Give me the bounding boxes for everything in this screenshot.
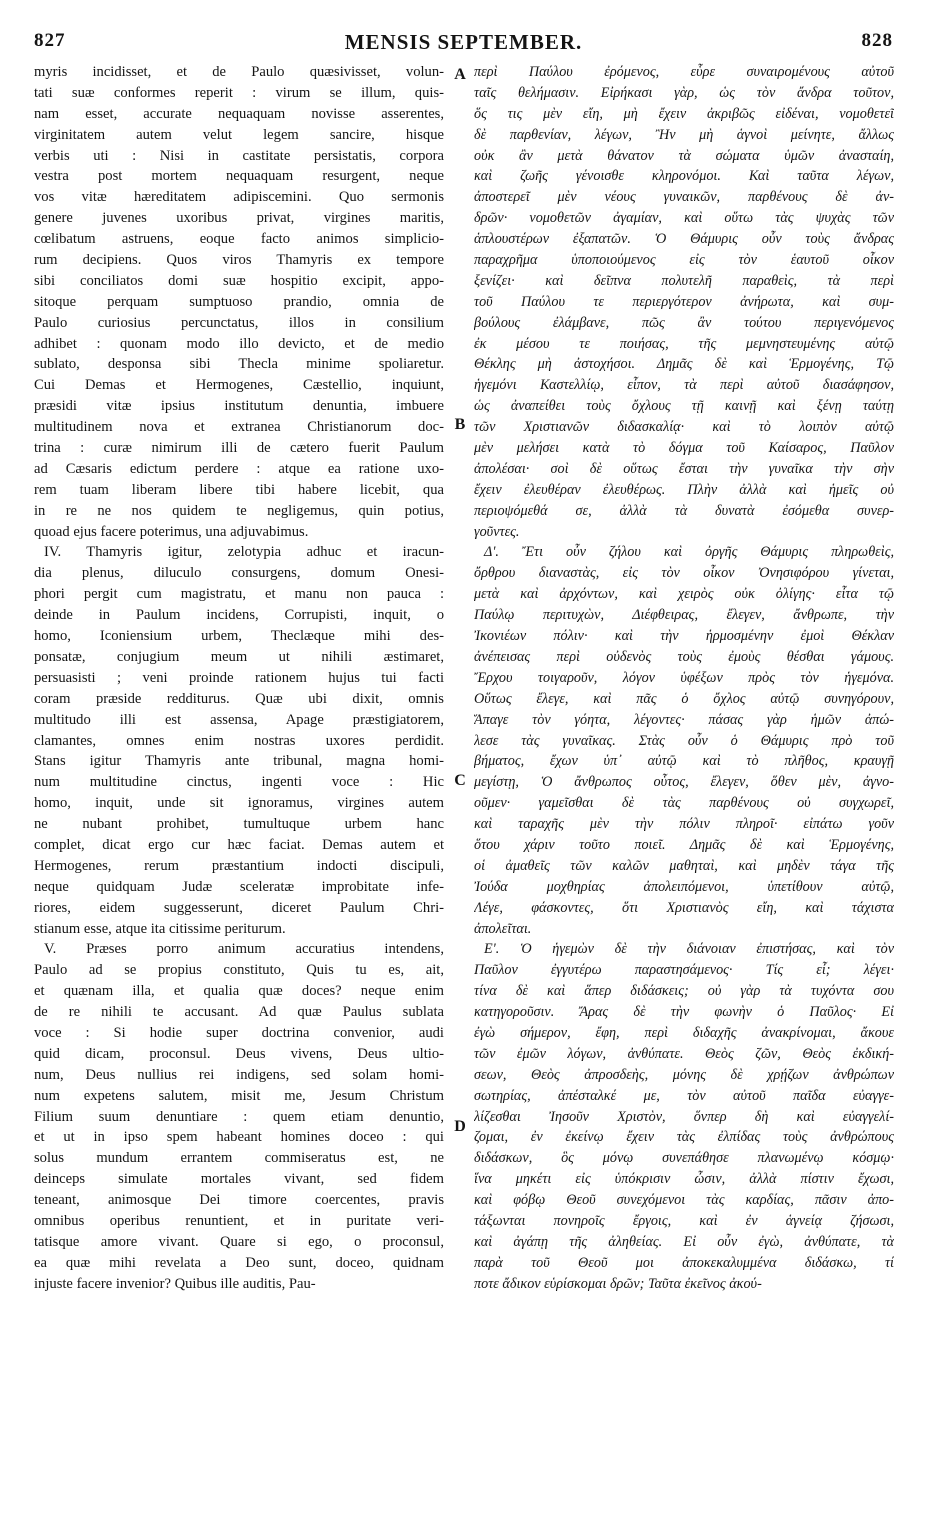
text-line: vos vitæ hæreditatem adipiscemini. Quo sermonis bbox=[34, 189, 444, 206]
text-line: Cui Demas et Hermogenes, Cæstellio, inquiunt, bbox=[34, 377, 444, 394]
text-line: coram præside redditurus. Quæ ubi dixit, omnis bbox=[34, 690, 444, 707]
text-line: Εʹ. Ὁ ἡγεμὼν δὲ τὴν διάνοιαν ἐπιστήσας, καὶ τὸν bbox=[484, 941, 894, 958]
text-line: sublato, desponsa sibi Thecla minime spoliaretur. bbox=[34, 356, 444, 373]
running-head bbox=[34, 30, 893, 56]
text-line: μὲν μελήσει κατὰ τὸ δόγμα τοῦ Καίσαρος, Παῦλον bbox=[474, 440, 894, 457]
text-line: ἵνα μηκέτι εἰς ὑπόκρισιν ὦσιν, ἀλλὰ πίστιν ἔχωσι, bbox=[474, 1171, 894, 1188]
text-line: injuste facere invenior? Quibus ille auditis, Pau- bbox=[34, 1275, 316, 1292]
text-line: V. Præses porro animum accuratius intendens, bbox=[44, 941, 444, 958]
text-line: βούλους ἐλάμβανε, πῶς ἂν τούτου περιγενόμενος bbox=[474, 314, 894, 331]
text-line: præsidi vitæ ipsius institutum denuntia, imbuere bbox=[34, 398, 444, 415]
text-line: multitudo illi est assensa, Apage præstigiatorem, bbox=[34, 711, 444, 728]
text-line: sitoque perquam sumptuoso prandio, omnia de bbox=[34, 293, 444, 310]
margin-marker-c: C bbox=[454, 772, 466, 789]
text-line: num, Deus nullius rei indigens, sed solam homi- bbox=[34, 1066, 444, 1083]
text-line: voce : Si hodie super doctrina convenior, audi bbox=[34, 1024, 444, 1041]
text-line: ἔχειν ἐλευθέραν ἐλευθέρως. Πλὴν ἀλλὰ καὶ ἡμεῖς οὐ bbox=[474, 481, 894, 498]
text-line: Θέκλης μὴ ἀστοχήσοι. Δημᾶς δὲ καὶ Ἑρμογένης, Τῷ bbox=[474, 356, 894, 373]
text-line: ad Cæsaris edictum perdere : atque ea ratione uxo- bbox=[34, 460, 444, 477]
text-line: teneant, animosque Dei timore coercentes, pravis bbox=[34, 1192, 444, 1209]
text-line: καὶ ζωῆς γένοισθε κληρονόμοι. Καὶ ταῦτα λέγων, bbox=[474, 168, 894, 185]
text-line: ξενίζει· καὶ δεῖπνα πολυτελῆ παραθεὶς, τὰ περὶ bbox=[474, 272, 894, 289]
text-line: IV. Thamyris igitur, zelotypia adhuc et iracun- bbox=[44, 544, 444, 561]
text-line: οῦμεν· γαμεῖσθαι δὲ τὰς παρθένους οὐ συγχωρεῖ, bbox=[474, 795, 894, 812]
text-line: ne nubant prohibet, tumultuque urbem hanc bbox=[34, 816, 444, 833]
text-line: deinceps simulate mortales vivant, sed fidem bbox=[34, 1171, 444, 1188]
text-line: riores, eidem suggesserunt, diceret Paulum Chri- bbox=[34, 899, 444, 916]
text-line: καὶ ταραχῆς μὲν τὴν πόλιν πληροῖ· εἰπάτω γοῦν bbox=[474, 816, 894, 833]
text-line: καὶ ἀγάπῃ τῆς ἀληθείας. Εἰ οὖν ἐγὼ, ἀνθύπατε, τὰ bbox=[474, 1233, 894, 1250]
text-line: vestra post mortem nequaquam resurgent, neque bbox=[34, 168, 444, 185]
text-line: dia plenus, diluculo consurgens, domum Onesi- bbox=[34, 565, 444, 582]
text-line: de re nihili te accusant. Ad quæ Paulus sublata bbox=[34, 1004, 444, 1021]
text-line: Παύλῳ περιτυχὼν, Διέφθειρας, ἔλεγεν, ἄνθρωπε, τὴν bbox=[474, 607, 894, 624]
text-line: trina : curæ nimirum illi de cætero fuerit Paulum bbox=[34, 440, 444, 457]
text-line: λεσε τὰς γυναῖκας. Στὰς οὖν ὁ Θάμυρις πρὸ τοῦ bbox=[474, 732, 894, 749]
text-line: genere juvenes uxoribus privat, virgines maritis, bbox=[34, 210, 444, 227]
text-line: homo, Iconiensium urbem, Theclæque mihi des- bbox=[34, 628, 444, 645]
text-line: Ἰκονιέων πόλιν· καὶ τὴν ἡρμοσμένην ἐμοὶ Θέκλαν bbox=[474, 628, 894, 645]
text-line: βήματος, ἔχων ὑπ᾽ αὐτῷ καὶ τὸ πλῆθος, κραυγῇ bbox=[474, 753, 894, 770]
page-title: MENSIS SEPTEMBER. bbox=[344, 30, 583, 54]
text-line: myris incidisset, et de Paulo quæsivisset, volun- bbox=[34, 64, 444, 80]
text-line: οἱ ἀμαθεῖς τῶν καλῶν μαθηταὶ, καὶ μηδὲν τάγα τῆς bbox=[474, 857, 894, 874]
text-line: et quænam illa, et qualia quæ doces? neque enim bbox=[34, 983, 444, 1000]
text-line: adhibet : quonam modo illo devicto, et de medio bbox=[34, 335, 444, 352]
text-line: λίζεσθαι Ἰησοῦν Χριστὸν, ὅνπερ δὴ καὶ εὐαγγελί- bbox=[474, 1108, 894, 1125]
text-line: γοῦντες. bbox=[474, 523, 520, 540]
text-line: num multitudine cinctus, ingenti voce : Hic bbox=[34, 774, 444, 791]
text-line: κατηγοροῦσιν. Ἄρας δὲ τὴν φωνὴν ὁ Παῦλος· Εἰ bbox=[474, 1004, 894, 1021]
text-line: num expetens salutem, misit me, Jesum Christum bbox=[34, 1087, 444, 1104]
text-line: Hermogenes, rerum præstantium indocti discipuli, bbox=[34, 857, 444, 874]
text-line: tatisque amore vivant. Quare si ego, o proconsul, bbox=[34, 1233, 444, 1250]
text-line: homo, inquit, unde sit ignoramus, virgines autem bbox=[34, 795, 444, 812]
text-line: tati suæ conformes reperit : virum se illum, quis- bbox=[34, 84, 444, 101]
page-number-right: 828 bbox=[861, 30, 893, 51]
text-line: τῶν Χριστιανῶν διδασκαλίᾳ· καὶ τὸ λοιπὸν αὐτῷ bbox=[474, 419, 894, 436]
text-line: καὶ φόβῳ Θεοῦ συνεχόμενοι τὰς καρδίας, πᾶσιν ἀπο- bbox=[474, 1192, 894, 1209]
text-line: περὶ Παύλου ἐρόμενος, εὗρε συναιρομένους αὐτοῦ bbox=[474, 64, 894, 80]
text-line: τοῦ Παύλου τε περιεργότερον ἀνήρωτα, καὶ συμ- bbox=[474, 293, 894, 310]
text-line: ἁπλουστέρων ἐξαπατῶν. Ὁ Θάμυρις οὖν τοὺς ἄνδρας bbox=[474, 231, 894, 248]
text-line: rem tuam liberam libere tibi habere licebit, qua bbox=[34, 481, 444, 498]
text-line: ταῖς θελήμασιν. Εἰρήκασι γὰρ, ὡς τὸν ἄνδρα τοῦτον, bbox=[474, 84, 894, 101]
text-line: περιοψόμεθά σε, ἀλλὰ τὰ δυνατὰ ἐσόμεθα συνερ- bbox=[474, 502, 894, 519]
text-line: Paulo ad se propius constituto, Quis tu es, ait, bbox=[34, 962, 444, 979]
text-line: Filium suum denuntiare : quem etiam denuntio, bbox=[34, 1108, 444, 1125]
text-line: cœlibatum astruens, eoque facto animos simplicio- bbox=[34, 231, 444, 248]
margin-marker-a: A bbox=[454, 66, 466, 83]
text-line: ὅς τις μὲν εἴη, μὴ ἔχειν ἀκριβῶς εἰδέναι, νομοθετεῖ bbox=[474, 105, 894, 122]
text-line: nam esset, accurate nequaquam novisse asserentes, bbox=[34, 105, 444, 122]
text-line: complet, dicat ergo cur hæc faciat. Demas autem et bbox=[34, 836, 444, 853]
text-line: ἐγὼ σήμερον, ἔφη, περὶ διδαχῆς ἀνακρίνομαι, ἄκουε bbox=[474, 1024, 894, 1041]
greek-column bbox=[474, 62, 894, 1522]
text-line: quid dicam, proconsul. Deus vivens, Deus ultio- bbox=[34, 1045, 444, 1062]
text-line: τίνα δὲ καὶ ἅπερ διδάσκεις; οὐ γὰρ τὰ τυχόντα σου bbox=[474, 983, 894, 1000]
text-line: Δʹ. Ἔτι οὖν ζήλου καὶ ὀργῆς Θάμυρις πληρωθεὶς, bbox=[484, 544, 894, 561]
text-line: Οὕτως ἔλεγε, καὶ πᾶς ὁ ὄχλος αὐτῷ συνηγόρουν, bbox=[474, 690, 894, 707]
text-line: Παῦλον ἐγγυτέρω παραστησάμενος· Τίς εἶ; λέγει· bbox=[474, 962, 894, 979]
text-line: deinde in Paulum incidens, Corrupisti, inquit, o bbox=[34, 607, 444, 624]
text-line: Stans igitur Thamyris ante tribunal, magna homi- bbox=[34, 753, 444, 770]
text-line: ποτε ἄδικον εὑρίσκομαι δρῶν; Ταῦτα ἐκεῖνος ἀκού- bbox=[474, 1275, 762, 1292]
text-line: verbis uti : Nisi in castitate persistatis, corpora bbox=[34, 147, 444, 164]
text-line: ὄρθρου διαναστὰς, εἰς τὸν οἶκον Ὀνησιφόρου γίνεται, bbox=[474, 565, 894, 582]
text-line: μεγίστῃ, Ὁ ἄνθρωπος οὗτος, ἔλεγεν, ὅθεν μὲν, ἀγνο- bbox=[474, 774, 894, 791]
text-line: ἀποστερεῖ μὲν νέους γυναικῶν, παρθένους δὲ ἀν- bbox=[474, 189, 894, 206]
margin-marker-b: B bbox=[454, 416, 466, 433]
text-line: ea quæ mihi revelata a Deo sunt, doceo, quidnam bbox=[34, 1254, 444, 1271]
text-line: Ἄπαγε τὸν γόητα, λέγοντες· πάσας γὰρ ἡμῶν ἀπώ- bbox=[474, 711, 894, 728]
text-line: Ἔρχου τοιγαροῦν, λόγον ὑφέξων πρὸς τὸν ἡγεμόνα. bbox=[474, 669, 894, 686]
text-line: in re ne nos quidem te negligemus, quin potius, bbox=[34, 502, 444, 519]
text-line: τῶν ἐμῶν λόγων, ἀνθύπατε. Θεὸς ζῶν, Θεὸς ἐκδική- bbox=[474, 1045, 894, 1062]
text-line: ὡς ἀναπείθει τοὺς ὄχλους τῇ καινῇ καὶ ξένῃ ταύτῃ bbox=[474, 398, 894, 415]
text-line: phori pergit cum magistratu, et manu non pauca : bbox=[34, 586, 444, 603]
text-line: ἡγεμόνι Καστελλίῳ, εἶπον, τὰ περὶ αὐτοῦ διασάφησον, bbox=[474, 377, 894, 394]
text-line: τάξωνται πονηροῖς ἔργοις, καὶ ἐν ἁγνείᾳ ζήσωσι, bbox=[474, 1212, 894, 1229]
text-line: clamantes, omnes enim nostras uxores perdidit. bbox=[34, 732, 444, 749]
text-line: μετὰ καὶ ἀρχόντων, καὶ χειρὸς οὐκ ὀλίγης· εἶτα τῷ bbox=[474, 586, 894, 603]
text-line: δρῶν· νομοθετῶν ἀγαμίαν, καὶ οὕτω τὰς ψυχὰς τῶν bbox=[474, 210, 894, 227]
text-line: multitudinem nova et extranea Christianorum doc- bbox=[34, 419, 444, 436]
text-line: οὐκ ἂν μετὰ θάνατον τὰ σώματα ὑμῶν ἀνασταίη, bbox=[474, 147, 894, 164]
text-line: ζομαι, ἐν ἐκείνῳ ἔχειν τὰς ἐλπίδας τοὺς ἀνθρώπους bbox=[474, 1129, 894, 1146]
latin-column bbox=[34, 62, 444, 1522]
text-line: quoad ejus facere poterimus, una adjuvabimus. bbox=[34, 523, 309, 540]
text-line: Paulo curiosius percunctatus, illos in consilium bbox=[34, 314, 444, 331]
text-line: et ut in ipso spem habeant homines doceo : qui bbox=[34, 1129, 444, 1146]
text-line: Λέγε, φάσκοντες, ὅτι Χριστιανὸς εἴη, καὶ τάχιστα bbox=[474, 899, 894, 916]
text-line: δὲ παρθενίαν, λέγων, Ἢν μὴ ἁγνοὶ μείνητε, ἄλλως bbox=[474, 126, 894, 143]
text-line: ὅτου χάριν τοῦτο ποιεῖ. Δημᾶς δὲ καὶ Ἑρμογένης, bbox=[474, 836, 894, 853]
text-line: virginitatem autem velut legem sancire, hisque bbox=[34, 126, 444, 143]
text-line: ἀπολέσαι· σοὶ δὲ οὕτως ἔσται τὴν γυναῖκα τὴν σὴν bbox=[474, 460, 894, 477]
text-line: omnibus operibus renuntient, et in puritate veri- bbox=[34, 1212, 444, 1229]
text-line: persuasisti ; veni proinde rationem hujus tui facti bbox=[34, 669, 444, 686]
text-line: ἀπολεῖται. bbox=[474, 920, 532, 937]
text-line: σωτηρίας, ἀπέσταλκέ με, τὸν αὐτοῦ παῖδα εὐαγγε- bbox=[474, 1087, 894, 1104]
text-line: παραχρῆμα ὑποποιούμενος εἰς τὸν ἑαυτοῦ οἶκον bbox=[474, 252, 894, 269]
text-line: ἀνέπεισας περὶ οὐδενὸς τοὺς ἐμοὺς θέσθαι γάμους. bbox=[474, 648, 894, 665]
text-line: neque quidquam Judæ sceleratæ improbitate infe- bbox=[34, 878, 444, 895]
text-line: solus mundum errantem commiseratus est, ne bbox=[34, 1150, 444, 1167]
text-line: ἐκ μέσου τε ποιήσας, τῆς μεμνηστευμένης αὐτῷ bbox=[474, 335, 894, 352]
text-line: παρὰ τοῦ Θεοῦ μοι ἀποκεκαλυμμένα διδάσκω, τί bbox=[474, 1254, 894, 1271]
text-line: rum decipiens. Quos viros Thamyris ex tempore bbox=[34, 252, 444, 269]
text-line: Ἰούδα μοχθηρίας ἀπολειπόμενοι, ὑπετίθουν αὐτῷ, bbox=[474, 878, 894, 895]
text-line: sibi conciliatos domi suæ hospitio excipit, appo- bbox=[34, 272, 444, 289]
text-line: ponsatæ, conjugium meum ut nihili æstimaret, bbox=[34, 648, 444, 665]
page-number-left: 827 bbox=[34, 30, 66, 51]
text-line: διδάσκων, ὃς μόνῳ συνεπάθησε πλανωμένῳ κόσμῳ· bbox=[474, 1150, 894, 1167]
text-line: σεων, Θεὸς ἀπροσδεὴς, μόνης δὲ χρῄζων ἀνθρώπων bbox=[474, 1066, 894, 1083]
text-line: stianum esse, atque ita citissime periturum. bbox=[34, 920, 286, 937]
margin-marker-d: D bbox=[454, 1118, 466, 1135]
